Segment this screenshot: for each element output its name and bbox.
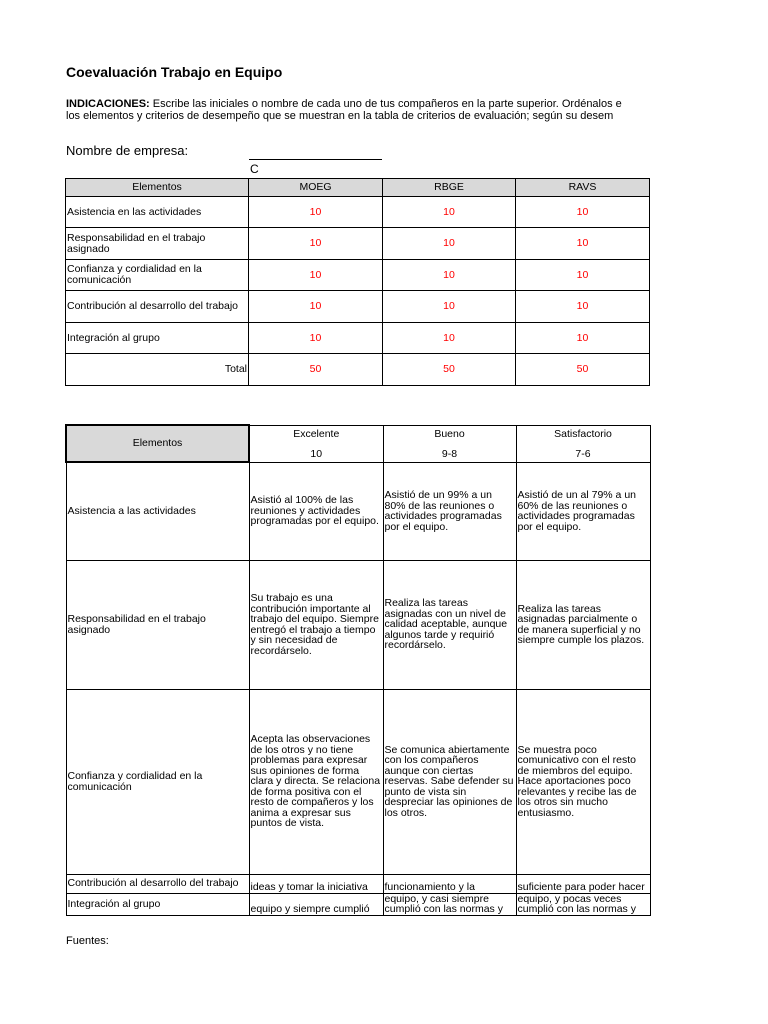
rubric-row	[66, 689, 650, 874]
level-name: Excelente	[293, 427, 340, 440]
score-row	[66, 228, 650, 260]
instructions-line-1	[66, 98, 648, 110]
level-name: Satisfactorio	[554, 427, 612, 440]
rubric-cell: equipo, y pocas veces cumplió con las normas y	[516, 893, 650, 915]
instructions	[66, 98, 648, 122]
rubric-header-elementos: Elementos	[66, 425, 249, 462]
rubric-cell: Se comunica abiertamente con los compañeros aunque con ciertas reservas. Sabe defender su punto de vista sin despreciar las opiniones de los otros.	[383, 689, 516, 874]
instructions-text-2: los elementos y criterios de desempeño que se muestran en la tabla de criterios de evaluación; según su desem	[66, 110, 614, 122]
total-label: Total	[66, 354, 249, 386]
score-cell[interactable]: 10	[249, 323, 383, 354]
score-cell[interactable]: 10	[383, 228, 516, 260]
score-cell[interactable]: 10	[516, 228, 650, 260]
rubric-row-label: Contribución al desarrollo del trabajo	[66, 874, 249, 893]
company-name-label: Nombre de empresa:	[66, 143, 189, 158]
score-table	[65, 178, 650, 386]
score-cell[interactable]: 10	[383, 323, 516, 354]
rubric-row-label: Confianza y cordialidad en la comunicación	[66, 689, 249, 874]
rubric-row-label: Responsabilidad en el trabajo asignado	[66, 560, 249, 689]
rubric-row	[66, 560, 650, 689]
rubric-cell: Asistió al 100% de las reuniones y actividades programadas por el equipo.	[249, 462, 383, 560]
header-elementos: Elementos	[66, 179, 249, 197]
rubric-cell: Se muestra poco comunicativo con el resto de miembros del equipo. Hace aportaciones poco relevantes y recibe las de los otros sin mucho entusiasmo.	[516, 689, 650, 874]
rubric-cell: equipo y siempre cumplió	[249, 893, 383, 915]
score-cell[interactable]: 10	[516, 260, 650, 291]
score-row	[66, 260, 650, 291]
sources-label: Fuentes:	[66, 935, 109, 947]
score-row	[66, 291, 650, 323]
score-cell[interactable]: 10	[249, 291, 383, 323]
rubric-cell: Asistió de un 99% a un 80% de las reuniones o actividades programadas por el equipo.	[383, 462, 516, 560]
total-cell: 50	[516, 354, 650, 386]
score-cell[interactable]: 10	[516, 291, 650, 323]
score-row	[66, 197, 650, 228]
rubric-cell: funcionamiento y la	[383, 874, 516, 893]
rubric-table	[65, 424, 651, 916]
score-cell[interactable]: 10	[383, 260, 516, 291]
score-row-label: Asistencia en las actividades	[66, 197, 249, 228]
rubric-header	[66, 425, 650, 462]
rubric-cell: Realiza las tareas asignadas con un nivel de calidad aceptable, aunque algunos tarde y requirió recordárselo.	[383, 560, 516, 689]
level-points: 7-6	[575, 447, 591, 460]
instructions-text-1: Escribe las iniciales o nombre de cada uno de tus compañeros en la parte superior. Ordénalos e	[152, 98, 622, 110]
score-row-label: Contribución al desarrollo del trabajo	[66, 291, 249, 323]
score-cell[interactable]: 10	[383, 197, 516, 228]
score-cell[interactable]: 10	[516, 323, 650, 354]
total-row	[66, 354, 650, 386]
score-cell[interactable]: 10	[249, 260, 383, 291]
score-row-label: Integración al grupo	[66, 323, 249, 354]
rubric-cell: Asistió de un al 79% a un 60% de las reuniones o actividades programadas por el equipo.	[516, 462, 650, 560]
rubric-cell: equipo, y casi siempre cumplió con las normas y	[383, 893, 516, 915]
score-row-label: Confianza y cordialidad en la comunicación	[66, 260, 249, 291]
score-row-label: Responsabilidad en el trabajo asignado	[66, 228, 249, 260]
header-student-1[interactable]: MOEG	[249, 179, 383, 197]
rubric-row-label: Asistencia a las actividades	[66, 462, 249, 560]
header-student-3[interactable]: RAVS	[516, 179, 650, 197]
level-name: Bueno	[434, 427, 465, 440]
rubric-row	[66, 874, 650, 893]
score-row	[66, 323, 650, 354]
score-cell[interactable]: 10	[249, 197, 383, 228]
score-cell[interactable]: 10	[383, 291, 516, 323]
company-name-line	[249, 159, 382, 160]
document-title: Coevaluación Trabajo en Equipo	[66, 64, 283, 80]
rubric-level-excelente	[249, 425, 383, 462]
instructions-label: INDICACIONES:	[66, 98, 150, 110]
rubric-row-label: Integración al grupo	[66, 893, 249, 915]
score-table-header	[66, 179, 650, 197]
total-cell: 50	[383, 354, 516, 386]
level-points: 9-8	[441, 447, 458, 460]
rubric-cell: ideas y tomar la iniciativa	[249, 874, 383, 893]
total-cell: 50	[249, 354, 383, 386]
rubric-level-satisfactorio	[516, 425, 650, 462]
score-cell[interactable]: 10	[249, 228, 383, 260]
rubric-cell: suficiente para poder hacer	[516, 874, 650, 893]
rubric-cell: Acepta las observaciones de los otros y no tiene problemas para expresar sus opiniones de forma clara y directa. Se relaciona de forma positiva con el resto de compañeros y los anima a expresar sus puntos de vista.	[249, 689, 383, 874]
level-points: 10	[310, 447, 323, 460]
header-student-2[interactable]: RBGE	[383, 179, 516, 197]
company-name-value[interactable]: C	[250, 162, 259, 176]
rubric-row	[66, 462, 650, 560]
rubric-cell: Su trabajo es una contribución importante al trabajo del equipo. Siempre entregó el trabajo a tiempo y sin necesidad de recordárselo.	[249, 560, 383, 689]
rubric-level-bueno	[383, 425, 516, 462]
score-cell[interactable]: 10	[516, 197, 650, 228]
rubric-cell: Realiza las tareas asignadas parcialmente o de manera superficial y no siempre cumple los plazos.	[516, 560, 650, 689]
rubric-row	[66, 893, 650, 915]
